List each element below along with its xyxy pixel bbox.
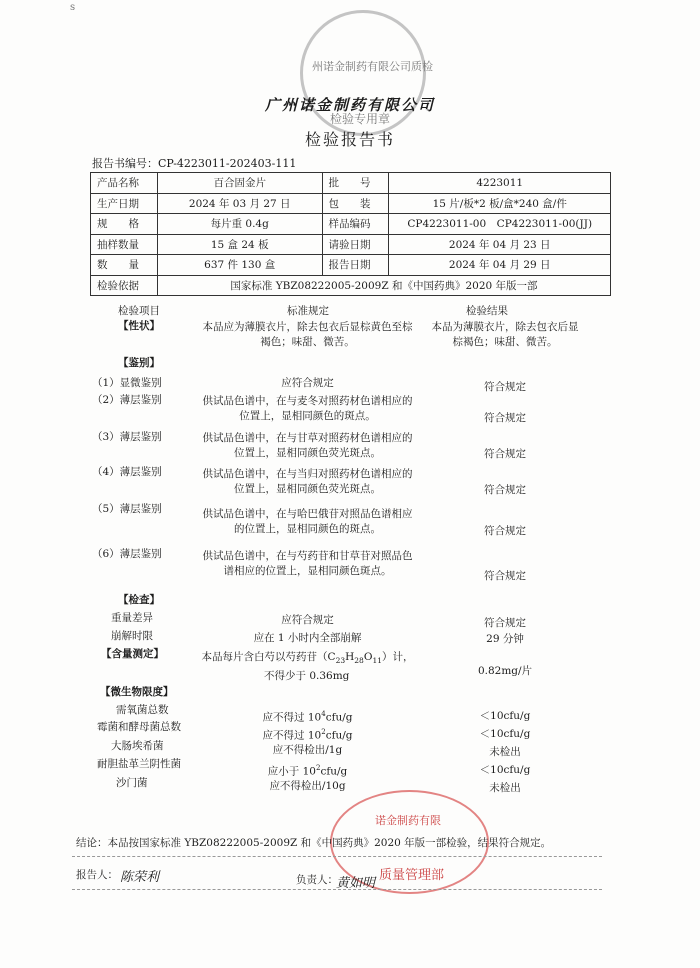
microbial-standard-post: cfu/g — [325, 711, 353, 724]
assay-result: 0.82mg/片 — [477, 665, 533, 677]
microbial-standard — [200, 725, 415, 743]
assay-formula-o: O — [363, 651, 373, 663]
reporter-label: 报告人： — [76, 869, 118, 881]
cell-label: 数 量 — [91, 255, 158, 276]
assay-standard-pre: 本品每片含白芍以芍药苷（C — [201, 651, 336, 663]
report-number: 报告书编号：CP-4223011-202403-111 — [92, 157, 297, 170]
section-microbial: 【微生物限度】 — [100, 686, 174, 698]
microbial-result: ＜10cfu/g — [479, 710, 531, 722]
microbial-standard-pre: 应不得过 10 — [262, 711, 322, 724]
inspection-result: 符合规定 — [484, 617, 526, 629]
cell-value: 4223011 — [389, 173, 611, 194]
microbial-standard-sup: 2 — [315, 764, 321, 772]
info-table — [90, 172, 611, 296]
section-identification: 【鉴别】 — [118, 357, 160, 369]
microbial-standard — [200, 707, 415, 725]
ident-item: （5）薄层鉴别 — [92, 503, 162, 515]
top-seal-line1: 州诺金制药有限公司质检 — [312, 60, 433, 73]
ident-result: 符合规定 — [484, 412, 526, 424]
ident-result: 符合规定 — [484, 381, 526, 393]
cell-value: 百合固金片 — [157, 173, 322, 194]
microbial-result: 未检出 — [489, 746, 521, 758]
microbial-result: 未检出 — [489, 782, 521, 794]
inspection-item: 崩解时限 — [111, 630, 153, 642]
inspection-standard: 应符合规定 — [281, 614, 334, 626]
divider — [72, 856, 602, 857]
table-row — [91, 193, 611, 214]
ident-item: （1）显微鉴别 — [92, 377, 162, 389]
cell-value: CP4223011-00 CP4223011-00(JJ) — [389, 214, 611, 235]
microbial-result: ＜10cfu/g — [479, 728, 531, 740]
responsible-label: 负责人： — [296, 874, 338, 886]
reporter-signature: 陈荣利 — [120, 870, 160, 885]
top-seal-line2: 检验专用章 — [330, 112, 391, 126]
table-row — [91, 255, 611, 276]
assay-standard-post: ）计， — [381, 651, 414, 663]
assay-standard-line2: 不得少于 0.36mg — [264, 670, 350, 682]
ident-result: 符合规定 — [484, 570, 526, 582]
microbial-standard-post: cfu/g — [320, 765, 348, 778]
cell-label: 抽样数量 — [91, 234, 158, 255]
header-item: 检验项目 — [118, 305, 160, 317]
assay-formula-h-sub: 28 — [354, 656, 364, 666]
microbial-item: 大肠埃希菌 — [111, 740, 164, 752]
ident-item: （6）薄层鉴别 — [92, 548, 162, 560]
section-assay: 【含量测定】 — [101, 648, 164, 660]
microbial-item: 耐胆盐革兰阴性菌 — [97, 758, 181, 770]
report-title: 检验报告书 — [304, 130, 395, 149]
microbial-standard-sup: 2 — [321, 728, 326, 736]
cell-value: 2024 年 04 月 23 日 — [389, 234, 611, 255]
table-row — [91, 234, 611, 255]
assay-formula-c: 23 — [335, 656, 346, 666]
microbial-standard-pre: 应不得过 10 — [262, 729, 322, 742]
microbial-standard — [200, 743, 415, 758]
cell-value: 2024 年 04 月 29 日 — [389, 255, 611, 276]
cell-label: 检验依据 — [91, 275, 158, 296]
table-row — [91, 275, 611, 296]
microbial-result: ＜10cfu/g — [479, 764, 531, 776]
cell-label: 请验日期 — [322, 234, 389, 255]
ident-standard: 供试品色谱中，在与哈巴俄苷对照品色谱相应的位置上，显相同颜色的斑点。 — [202, 508, 413, 535]
cell-value: 15 盒 24 板 — [157, 234, 322, 255]
section-inspection: 【检查】 — [118, 594, 160, 606]
inspection-item: 重量差异 — [111, 612, 153, 624]
cell-value: 637 件 130 盒 — [157, 255, 322, 276]
cell-label: 样品编码 — [322, 214, 389, 235]
ident-item: （3）薄层鉴别 — [92, 431, 162, 443]
ident-standard: 供试品色谱中，在与芍药苷和甘草苷对照品色谱相应的位置上，显相同颜色斑点。 — [202, 550, 413, 577]
cell-value: 15 片/板*2 板/盒*240 盒/件 — [389, 193, 611, 214]
ident-result: 符合规定 — [484, 484, 526, 496]
cell-label: 批 号 — [322, 173, 389, 194]
cell-label: 报告日期 — [322, 255, 389, 276]
company-name: 广州诺金制药有限公司 — [264, 96, 435, 114]
cell-value: 每片重 0.4g — [157, 214, 322, 235]
microbial-standard — [200, 761, 415, 779]
cell-label: 产品名称 — [91, 173, 158, 194]
microbial-standard-pre: 应小于 10 — [267, 765, 316, 778]
properties-result: 本品为薄膜衣片，除去包衣后显棕褐色；味甜、微苦。 — [431, 321, 579, 348]
ident-result: 符合规定 — [484, 525, 526, 537]
cell-label: 规 格 — [91, 214, 158, 235]
microbial-standard-post: cfu/g — [325, 729, 353, 742]
bottom-seal-line1: 诺金制药有限 — [375, 814, 441, 827]
microbial-standard-pre: 应不得检出/10g — [269, 780, 346, 792]
cell-label: 包 装 — [322, 193, 389, 214]
bottom-seal-line2: 质量管理部 — [379, 868, 445, 883]
ident-result: 符合规定 — [484, 448, 526, 460]
cell-label: 生产日期 — [91, 193, 158, 214]
inspection-standard: 应在 1 小时内全部崩解 — [253, 632, 362, 644]
table-row — [91, 173, 611, 194]
table-row — [91, 214, 611, 235]
microbial-item: 需氧菌总数 — [116, 704, 169, 716]
header-result: 检验结果 — [466, 305, 508, 317]
ident-standard: 应符合规定 — [281, 377, 334, 389]
responsible-signature: 黄如明 — [336, 876, 376, 891]
microbial-standard-sup: 4 — [321, 710, 326, 718]
section-properties: 【性状】 — [118, 320, 160, 332]
microbial-item: 沙门菌 — [116, 777, 148, 789]
inspection-result: 29 分钟 — [486, 633, 524, 645]
microbial-standard-pre: 应不得检出/1g — [272, 744, 343, 756]
assay-formula-h: H — [345, 651, 355, 663]
ident-standard: 供试品色谱中，在与当归对照药材色谱相应的位置上，显相同颜色荧光斑点。 — [202, 468, 413, 495]
ident-item: （2）薄层鉴别 — [92, 394, 162, 406]
conclusion: 结论：本品按国家标准 YBZ08222005-2009Z 和《中国药典》2020 年版一部检验，结果符合规定。 — [76, 837, 552, 849]
microbial-standard — [200, 779, 415, 794]
assay-standard — [200, 650, 415, 669]
cell-value: 国家标准 YBZ08222005-2009Z 和《中国药典》2020 年版一部 — [157, 275, 610, 296]
ident-standard: 供试品色谱中，在与麦冬对照药材色谱相应的位置上，显相同颜色的斑点。 — [202, 395, 413, 422]
header-standard: 标准规定 — [287, 305, 329, 317]
microbial-item: 霉菌和酵母菌总数 — [97, 721, 181, 733]
cell-value: 2024 年 03 月 27 日 — [157, 193, 322, 214]
ident-item: （4）薄层鉴别 — [92, 466, 162, 478]
assay-formula-o-sub: 11 — [372, 656, 382, 666]
properties-standard: 本品应为薄膜衣片，除去包衣后显棕黄色至棕褐色；味甜、微苦。 — [202, 321, 413, 348]
ident-standard: 供试品色谱中，在与甘草对照药材色谱相应的位置上，显相同颜色荧光斑点。 — [202, 432, 413, 459]
corner-mark: s — [70, 2, 76, 13]
